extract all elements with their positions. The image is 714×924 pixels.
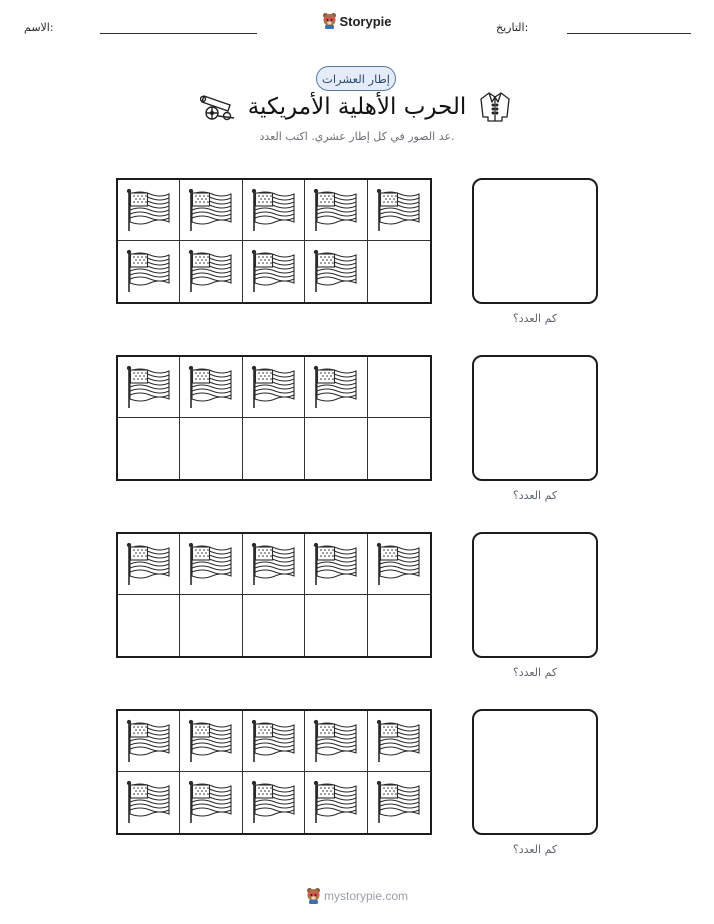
us-flag-icon — [125, 249, 173, 295]
ten-frame-cell — [368, 772, 430, 833]
ten-frame-cell — [368, 534, 430, 595]
us-flag-icon — [250, 188, 298, 234]
ten-frame-cell — [243, 534, 305, 595]
answer-box-4[interactable] — [472, 709, 598, 835]
answer-box-1[interactable] — [472, 178, 598, 304]
us-flag-icon — [312, 249, 360, 295]
footer — [0, 887, 714, 904]
ten-frame-cell — [368, 418, 430, 479]
ten-frame-cell — [305, 357, 367, 418]
ten-frame-cell — [305, 418, 367, 479]
ten-frame-cell — [243, 711, 305, 772]
us-flag-icon — [125, 542, 173, 588]
ten-frame-cell — [368, 711, 430, 772]
us-flag-icon — [312, 719, 360, 765]
us-flag-icon — [375, 719, 423, 765]
ten-frame-cell — [118, 534, 180, 595]
uniform-coat-icon — [478, 90, 512, 124]
ten-frame-cell — [180, 595, 242, 656]
us-flag-icon — [312, 188, 360, 234]
date-line[interactable] — [567, 33, 691, 34]
ten-frame-cell — [118, 357, 180, 418]
us-flag-icon — [187, 188, 235, 234]
ten-frame-cell — [305, 772, 367, 833]
us-flag-icon — [312, 780, 360, 826]
bear-logo-icon — [306, 887, 321, 904]
brand-logo — [0, 12, 714, 29]
ten-frame-cell — [118, 180, 180, 241]
ten-frame-cell — [243, 241, 305, 302]
us-flag-icon — [125, 719, 173, 765]
instructions: عد الصور في كل إطار عشري. اكتب العدد. — [259, 130, 455, 143]
ten-frame-cell — [368, 595, 430, 656]
us-flag-icon — [187, 249, 235, 295]
us-flag-icon — [125, 188, 173, 234]
date-label: التاريخ: — [496, 21, 529, 34]
ten-frame-1 — [116, 178, 432, 304]
ten-frame-cell — [180, 534, 242, 595]
ten-frame-cell — [243, 595, 305, 656]
name-line[interactable] — [100, 33, 257, 34]
us-flag-icon — [375, 780, 423, 826]
answer-box-2[interactable] — [472, 355, 598, 481]
ten-frame-cell — [305, 241, 367, 302]
us-flag-icon — [187, 780, 235, 826]
ten-frame-cell — [368, 180, 430, 241]
ten-frame-cell — [118, 418, 180, 479]
ten-frame-cell — [305, 711, 367, 772]
how-many-label: كم العدد؟ — [512, 312, 558, 325]
ten-frame-cell — [305, 595, 367, 656]
ten-frame-cell — [118, 772, 180, 833]
us-flag-icon — [250, 542, 298, 588]
bear-logo-icon — [322, 12, 337, 29]
us-flag-icon — [187, 365, 235, 411]
us-flag-icon — [125, 365, 173, 411]
ten-frame-2 — [116, 355, 432, 481]
us-flag-icon — [375, 188, 423, 234]
us-flag-icon — [312, 365, 360, 411]
answer-box-3[interactable] — [472, 532, 598, 658]
how-many-label: كم العدد؟ — [512, 843, 558, 856]
us-flag-icon — [187, 542, 235, 588]
ten-frame-cell — [180, 772, 242, 833]
ten-frame-cell — [118, 595, 180, 656]
footer-url: mystorypie.com — [323, 889, 409, 903]
ten-frame-cell — [180, 241, 242, 302]
us-flag-icon — [250, 719, 298, 765]
us-flag-icon — [250, 249, 298, 295]
ten-frame-cell — [118, 711, 180, 772]
us-flag-icon — [312, 542, 360, 588]
how-many-label: كم العدد؟ — [512, 666, 558, 679]
us-flag-icon — [250, 780, 298, 826]
ten-frame-cell — [180, 711, 242, 772]
ten-frame-cell — [368, 357, 430, 418]
cannon-icon — [200, 92, 236, 122]
ten-frame-cell — [180, 357, 242, 418]
ten-frame-3 — [116, 532, 432, 658]
how-many-label: كم العدد؟ — [512, 489, 558, 502]
ten-frame-cell — [243, 180, 305, 241]
ten-frame-cell — [180, 180, 242, 241]
ten-frame-cell — [305, 534, 367, 595]
page-title: الحرب الأهلية الأمريكية — [247, 94, 467, 120]
ten-frame-cell — [243, 357, 305, 418]
us-flag-icon — [375, 542, 423, 588]
ten-frame-badge: إطار العشرات — [316, 66, 396, 91]
brand-name: Storypie — [339, 14, 392, 29]
name-label: الاسم: — [24, 21, 54, 34]
us-flag-icon — [125, 780, 173, 826]
ten-frame-cell — [180, 418, 242, 479]
us-flag-icon — [187, 719, 235, 765]
ten-frame-cell — [305, 180, 367, 241]
ten-frame-cell — [243, 772, 305, 833]
us-flag-icon — [250, 365, 298, 411]
ten-frame-cell — [118, 241, 180, 302]
ten-frame-cell — [368, 241, 430, 302]
ten-frame-4 — [116, 709, 432, 835]
ten-frame-cell — [243, 418, 305, 479]
